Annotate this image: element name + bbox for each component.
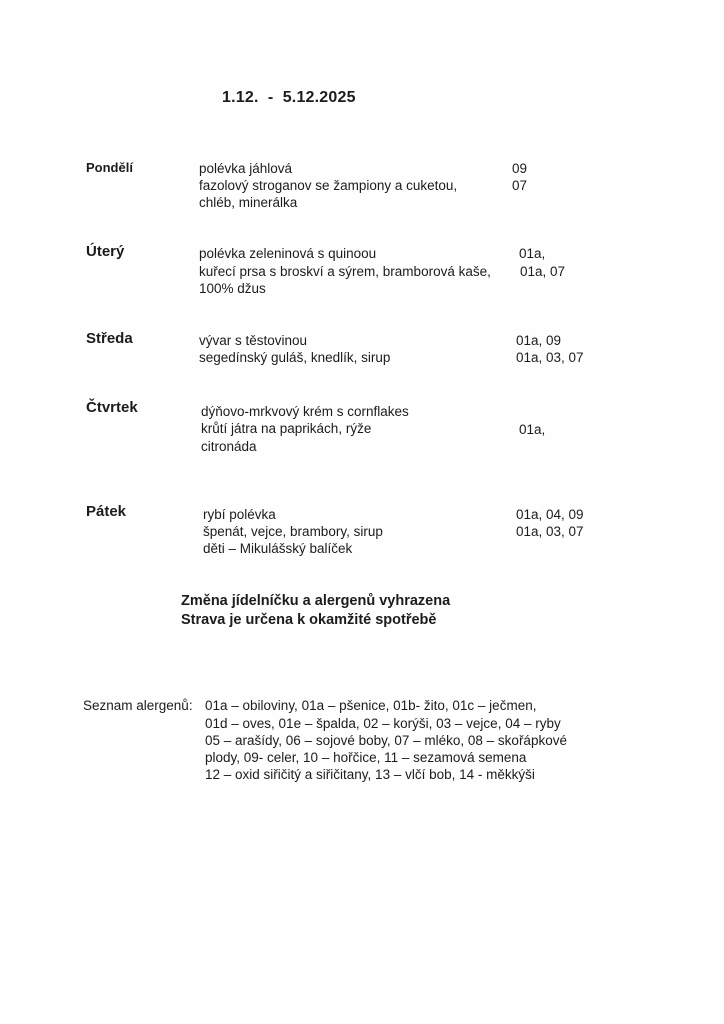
meal-friday-2: špenát, vejce, brambory, sirup <box>203 524 383 539</box>
day-tuesday: Úterý <box>86 243 125 260</box>
meal-tuesday-1: polévka zeleninová s quinoou <box>199 246 377 261</box>
day-wednesday: Středa <box>86 330 133 347</box>
meal-monday-3: chléb, minerálka <box>199 195 298 210</box>
allergen-list-line-1: 01a – obiloviny, 01a – pšenice, 01b- žito, 01c – ječmen, <box>205 698 537 713</box>
meal-friday-1: rybí polévka <box>203 507 276 522</box>
allergens-tuesday-2: 01a, 07 <box>520 264 566 279</box>
notice-menu-change: Změna jídelníčku a alergenů vyhrazena <box>181 593 451 609</box>
allergen-list-line-4: plody, 09- celer, 10 – hořčice, 11 – sezamová semena <box>205 750 527 765</box>
allergens-wednesday-1: 01a, 09 <box>516 333 562 348</box>
meal-tuesday-3: 100% džus <box>199 281 266 296</box>
meal-thursday-2: krůtí játra na paprikách, rýže <box>201 421 372 436</box>
date-range: 1.12. - 5.12.2025 <box>222 89 356 106</box>
day-monday: Pondělí <box>86 160 133 175</box>
allergens-tuesday-1: 01a, <box>519 246 546 261</box>
allergen-list-label: Seznam alergenů: <box>83 698 193 713</box>
allergens-monday-1: 09 <box>512 161 528 176</box>
allergens-thursday-1: 01a, <box>519 422 546 437</box>
meal-monday-2: fazolový stroganov se žampiony a cuketou, <box>199 178 458 193</box>
allergen-list-line-2: 01d – oves, 01e – špalda, 02 – korýši, 03 – vejce, 04 – ryby <box>205 716 561 731</box>
allergens-monday-2: 07 <box>512 178 528 193</box>
meal-monday-1: polévka jáhlová <box>199 161 293 176</box>
meal-friday-3: děti – Mikulášský balíček <box>203 541 353 556</box>
allergen-list-line-3: 05 – arašídy, 06 – sojové boby, 07 – mléko, 08 – skořápkové <box>205 733 567 748</box>
allergen-list-line-5: 12 – oxid siřičitý a siřičitany, 13 – vlčí bob, 14 - měkkýši <box>205 767 535 782</box>
meal-tuesday-2: kuřecí prsa s broskví a sýrem, bramborová kaše, <box>199 264 491 279</box>
day-friday: Pátek <box>86 503 127 520</box>
meal-thursday-3: citronáda <box>201 439 257 454</box>
day-thursday: Čtvrtek <box>86 399 138 416</box>
allergens-friday-2: 01a, 03, 07 <box>516 524 584 539</box>
allergens-friday-1: 01a, 04, 09 <box>516 507 584 522</box>
notice-consume-immediately: Strava je určena k okamžité spotřebě <box>181 612 437 628</box>
allergens-wednesday-2: 01a, 03, 07 <box>516 350 584 365</box>
meal-wednesday-2: segedínský guláš, knedlík, sirup <box>199 350 391 365</box>
meal-thursday-1: dýňovo-mrkvový krém s cornflakes <box>201 404 409 419</box>
meal-wednesday-1: vývar s těstovinou <box>199 333 308 348</box>
